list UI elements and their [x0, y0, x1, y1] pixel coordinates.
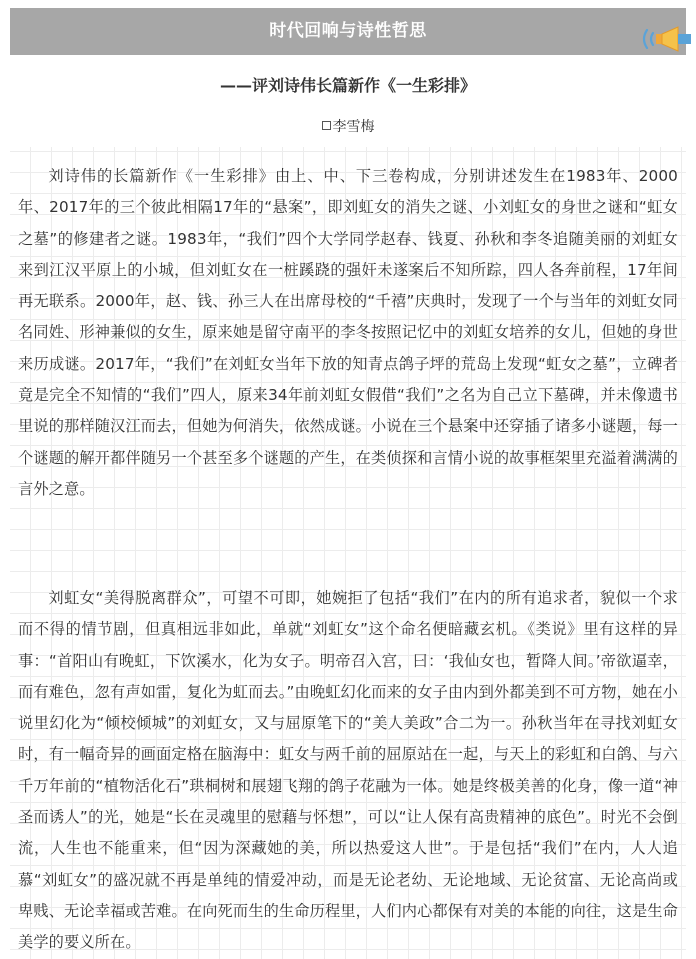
page-title: 时代回响与诗性哲思 — [269, 21, 427, 41]
author-mark-icon — [322, 121, 331, 130]
author-name: 李雪梅 — [332, 119, 375, 135]
article-subtitle: ——评刘诗伟长篇新作《一生彩排》 — [219, 76, 476, 95]
header-bar — [10, 8, 686, 55]
article-paragraph-1: 刘诗伟的长篇新作《一生彩排》由上、中、下三卷构成，分别讲述发生在1983年、2000年、2017年的三个彼此相隔17年的“悬案”，即刘虹女的消失之谜、小刘虹女的身世之谜和“虹女之墓”的修建者之谜。1983年，“我们”四个大学同学赵春、钱夏、孙秋和李冬追随美丽的刘虹女来到江汉平原上的小城，但刘虹女在一桩蹊跷的强奸未遂案后不知所踪，四人各奔前程，17年间再无联系。2000年，赵、钱、孙三人在出席母校的“千禧”庆典时，发现了一个与当年的刘虹女同名同姓、形神兼似的女生，原来她是留守南平的李冬按照记忆中的刘虹女培养的女儿，但她的身世来历成谜。2017年，“我们”在刘虹女当年下放的知青点鸽子坪的荒岛上发现“虹女之墓”，立碑者竟是完全不知情的“我们”四人，原来34年前刘虹女假借“我们”之名为自己立下墓碑，并未像遗书里说的那样随汉江而去，但她为何消失，依然成谜。小说在三个悬案中还穿插了诸多小谜题，每一个谜题的解开都伴随另一个甚至多个谜题的产生，在类侦探和言情小说的故事框架里充溢着满满的言外之意。 — [18, 167, 678, 498]
article-paragraph-2: 刘虹女“美得脱离群众”，可望不可即，她婉拒了包括“我们”在内的所有追求者，貌似一个求而不得的情节剧，但真相远非如此，单就“刘虹女”这个命名便暗藏玄机。《类说》里有这样的异事：“首阳山有晚虹，下饮溪水，化为女子。明帝召入宫，曰：‘我仙女也，暂降人间。’帝欲逼幸，而有难色，忽有声如雷，复化为虹而去。”由晚虹幻化而来的女子由内到外都美到不可方物，她在小说里幻化为“倾校倾城”的刘虹女，又与屈原笔下的“美人美政”合二为一。孙秋当年在寻找刘虹女时，有一幅奇异的画面定格在脑海中：虹女与两千前的屈原站在一起，与天上的彩虹和白鸽、与六千万年前的“植物活化石”珙桐树和展翅飞翔的鸽子花融为一体。她是终极美善的化身，像一道“神圣而诱人”的光，她是“长在灵魂里的慰藉与怀想”，可以“让人保有高贵精神的底色”。时光不会倒流，人生也不能重来，但“因为深藏她的美，所以热爱这人世”。于是包括“我们”在内，人人追慕“刘虹女”的盛况就不再是单纯的情爱冲动，而是无论老幼、无论地域、无论贫富、无论高尚或卑贱、无论幸福或苦难。在向死而生的生命历程里，人们内心都保有对美的本能的向往，这是生命美学的要义所在。 — [18, 589, 678, 952]
author-line — [0, 116, 696, 136]
speaker-icon[interactable] — [640, 22, 692, 56]
